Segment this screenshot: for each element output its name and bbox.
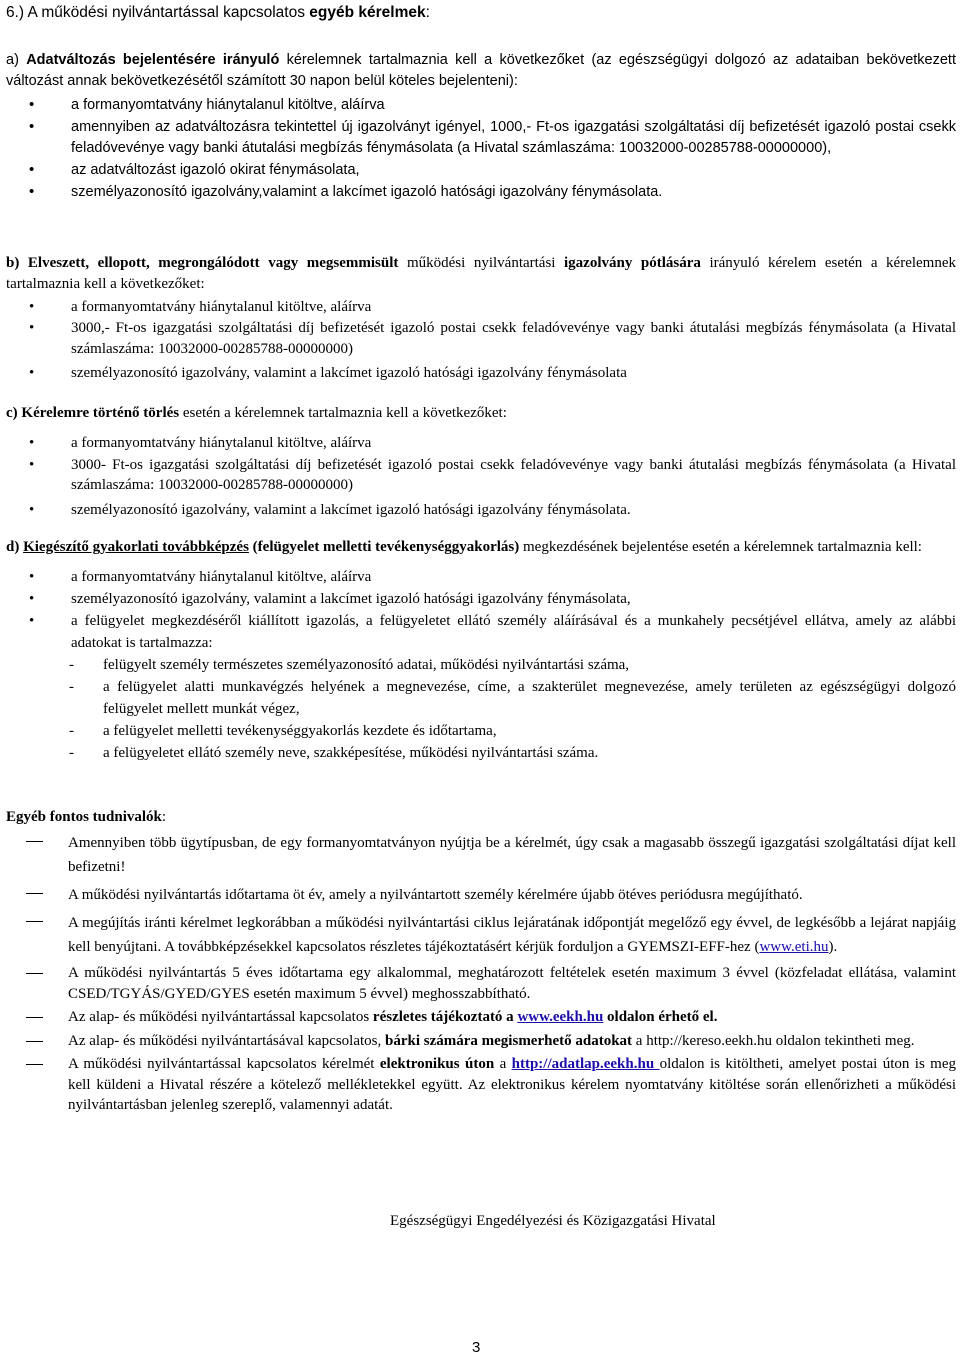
note-text: Az alap- és működési nyilvántartással kapcsolatos (68, 1009, 373, 1025)
sub-list-item (6, 654, 956, 676)
note-item (6, 1031, 956, 1052)
dash-marker (26, 841, 43, 842)
page-number: 3 (472, 1339, 481, 1356)
section-d-label: d) (6, 539, 24, 555)
heading-number: 6.) A működési nyilvántartással kapcsolatos (6, 4, 310, 21)
section-b-text-2: irányuló kérelem esetén a kérelemnek tartalmaznia kell a következőket: (6, 255, 957, 292)
note-text-mid: a (494, 1056, 512, 1072)
section-d-intro (6, 536, 956, 558)
list-item: • amennyiben az adatváltozásra tekintettel új igazolványt igényel, 1000,- Ft-os igazgatási szolgáltatási díj befizetését igazoló postai csekk feladóvevénye vagy banki átutalási megbízás fénymásolata (a Hivatal számlaszáma: 10032000-00285788-00000000), (6, 117, 956, 158)
section-d-sublist (6, 654, 956, 764)
list-item: • a formanyomtatvány hiánytalanul kitöltve, aláírva (6, 296, 956, 318)
list-item: • személyazonosító igazolvány, valamint a lakcímet igazoló hatósági igazolvány fénymásolata, (6, 588, 956, 610)
eti-link[interactable]: www.eti.hu (759, 939, 829, 955)
section-d-bold: Kiegészítő gyakorlati továbbképzés (23, 539, 249, 555)
dash-marker (26, 893, 43, 894)
list-item: • a formanyomtatvány hiánytalanul kitöltve, aláírva (6, 94, 956, 116)
section-heading (6, 4, 430, 22)
section-b (6, 253, 956, 384)
section-a-label: a) (6, 52, 27, 68)
heading-bold: egyéb kérelmek (309, 4, 426, 21)
note-text-end: ). (828, 939, 838, 955)
notes-title-text: Egyéb fontos tudnivalók (6, 809, 162, 825)
dash-marker: - (69, 723, 74, 739)
sub-list-item-text: felügyelt személy természetes személyazonosító adatai, működési nyilvántartási száma, (103, 657, 630, 673)
notes-section (6, 806, 956, 1116)
note-text: Amennyiben több ügytípusban, de egy formanyomtatványon nyújtja be a kérelmét, úgy csak a magasabb összegű igazgatási szolgáltatási díjat kell befizetni! (68, 835, 956, 875)
note-text: A működési nyilvántartás időtartama öt év, amely a nyilvántartott személy kérelmére újabb ötéves periódusra megújítható. (68, 887, 803, 903)
section-c-intro (6, 403, 956, 424)
note-bold: részletes tájékoztató a (372, 1009, 518, 1025)
eekh-link[interactable]: www.eekh.hu (517, 1009, 604, 1025)
section-d (6, 536, 956, 764)
section-d-list (6, 566, 956, 654)
sub-list-item (6, 720, 956, 742)
section-b-label: b) (6, 255, 28, 271)
section-c (6, 403, 956, 521)
notes-title-colon: : (161, 809, 167, 825)
notes-list (6, 831, 956, 1116)
section-c-bold: Kérelemre történő törlés (21, 405, 180, 421)
list-item: • 3000- Ft-os igazgatási szolgáltatási díj befizetését igazoló postai csekk feladóvevénye vagy banki átutalási megbízás fénymásolata (a Hivatal számlaszáma: 10032000-00285788-00000000) (6, 455, 956, 496)
dash-marker (26, 1064, 43, 1065)
notes-title (6, 806, 956, 828)
note-item (6, 1007, 956, 1028)
heading-colon: : (425, 4, 430, 21)
dash-marker (26, 1041, 43, 1042)
note-text-end: oldalon is kitöltheti, amelyet postai úton is meg kell küldeni a Hivatal részére a kötelező mellékletekkel együtt. Az elektronikus kérelem nyomtatvány kitöltése során ellenőrizheti a működési nyilvántartásban jelenleg szereplő, valamennyi adatát. (68, 1056, 956, 1113)
section-b-list (6, 296, 956, 384)
note-item (6, 1054, 956, 1116)
note-text: A működési nyilvántartással kapcsolatos kérelmét (68, 1056, 380, 1072)
section-d-bold-2: (felügyelet melletti tevékenységgyakorlás) (248, 539, 520, 555)
note-text: A működési nyilvántartás 5 éves időtartama egy alkalommal, meghatározott feltételek esetén maximum 3 évvel (közfeladat ellátása, valamint CSED/TGYÁS/GYED/GYES esetén maximum 5 évvel) meghosszabbítható. (68, 965, 956, 1002)
list-item: • személyazonosító igazolvány, valamint a lakcímet igazoló hatósági igazolvány fénymásolata. (6, 499, 956, 521)
note-bold: elektronikus úton (379, 1056, 495, 1072)
section-b-text: működési nyilvántartási (398, 255, 565, 271)
note-text: A megújítás iránti kérelmet legkorábban a működési nyilvántartási ciklus lejáratának időpontját megelőző egy évvel, de legkésőbb a lejárat napjáig kell benyújtani. A továbbképzésekkel kapcsolatos részletes tájékoztatásért kérjük forduljon a GYEMSZI-EFF-hez ( (68, 915, 956, 955)
section-a-list (6, 94, 956, 203)
dash-marker (26, 973, 43, 974)
sub-list-item-text: a felügyeletet ellátó személy neve, szakképesítése, működési nyilvántartási száma. (103, 745, 599, 761)
list-item: • 3000,- Ft-os igazgatási szolgáltatási díj befizetését igazoló postai csekk feladóvevénye vagy banki átutalási megbízás fénymásolata (a Hivatal számlaszáma: 10032000-00285788-00000000) (6, 318, 956, 359)
list-item: • személyazonosító igazolvány, valamint a lakcímet igazoló hatósági igazolvány fénymásolata (6, 362, 956, 384)
section-c-text: esetén a kérelemnek tartalmaznia kell a következőket: (179, 405, 507, 421)
note-text-end: a http://kereso.eekh.hu oldalon tekintheti meg. (632, 1032, 915, 1049)
note-bold: bárki számára megismerhető adatokat (385, 1032, 633, 1049)
note-text: Az alap- és működési nyilvántartásával kapcsolatos, (68, 1032, 385, 1049)
section-b-intro (6, 253, 956, 294)
section-a-intro (6, 50, 956, 92)
dash-marker: - (69, 745, 74, 761)
section-a-text: kérelemnek tartalmaznia kell a következőket (az egészségügyi dolgozó az adataiban bekövetkezett változást annak bekövetkezésétől számított 30 napon belül köteles bejelenteni): (6, 52, 956, 89)
dash-marker (26, 921, 43, 922)
note-item (6, 883, 956, 907)
note-item (6, 963, 956, 1004)
section-d-text: megkezdésének bejelentése esetén a kérelemnek tartalmaznia kell: (519, 539, 922, 555)
section-a (6, 50, 956, 203)
section-c-label: c) (6, 405, 22, 421)
sub-list-item-text: a felügyelet melletti tevékenységgyakorlás kezdete és időtartama, (103, 723, 497, 739)
dash-marker: - (69, 679, 74, 695)
section-b-bold-2: igazolvány pótlására (564, 255, 701, 271)
note-item (6, 911, 956, 959)
sub-list-item (6, 676, 956, 720)
dash-marker: - (69, 657, 74, 673)
section-c-list (6, 432, 956, 521)
note-item (6, 831, 956, 879)
section-a-bold: Adatváltozás bejelentésére irányuló (26, 52, 280, 68)
sub-list-item-text: a felügyelet alatti munkavégzés helyének a megnevezése, címe, a szakterület megnevezése, amely területen az egészségügyi dolgozó felügyelet mellett munkát végez, (103, 679, 956, 717)
sub-list-item (6, 742, 956, 764)
dash-marker (26, 1017, 43, 1018)
signature: Egészségügyi Engedélyezési és Közigazgatási Hivatal (390, 1213, 716, 1229)
list-item: • a felügyelet megkezdéséről kiállított igazolás, a felügyeletet ellátó személy aláírásával és a munkahely pecsétjével ellátva, amely az alábbi adatokat is tartalmazza: (6, 610, 956, 654)
list-item: • az adatváltozást igazoló okirat fénymásolata, (6, 159, 956, 181)
list-item: • személyazonosító igazolvány,valamint a lakcímet igazoló hatósági igazolvány fénymásolata. (6, 181, 956, 203)
list-item: • a formanyomtatvány hiánytalanul kitöltve, aláírva (6, 566, 956, 588)
section-b-bold: Elveszett, ellopott, megrongálódott vagy megsemmisült (27, 255, 399, 271)
note-bold-end: oldalon érhető el. (603, 1009, 718, 1025)
adatlap-link[interactable]: http://adatlap.eekh.hu (511, 1056, 660, 1072)
list-item: • a formanyomtatvány hiánytalanul kitöltve, aláírva (6, 432, 956, 454)
